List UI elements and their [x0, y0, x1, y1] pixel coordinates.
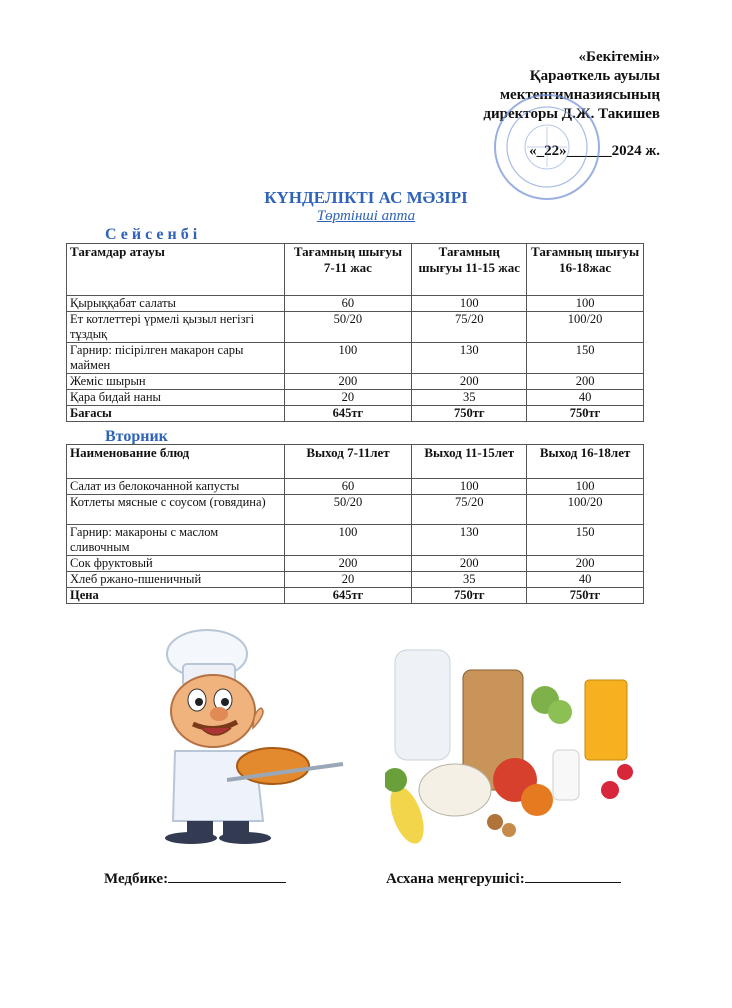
price-cell: 750тг [527, 588, 644, 604]
header-cell: Тағамның шығуы 7-11 жас [284, 244, 412, 296]
approval-line2: Қараөткель ауылы [529, 68, 660, 84]
portion-cell: 200 [284, 374, 412, 390]
menu-table-ru [66, 444, 644, 604]
nurse-signature-line [168, 868, 286, 883]
dish-name: Қырыққабат салаты [67, 296, 285, 312]
price-cell: 750тг [412, 406, 527, 422]
stamp-seal [487, 92, 607, 202]
dish-name: Қара бидай наны [67, 390, 285, 406]
table-row [67, 296, 644, 312]
portion-cell: 200 [284, 556, 412, 572]
portion-cell: 100 [527, 296, 644, 312]
portion-cell: 100 [412, 479, 527, 495]
portion-cell: 35 [412, 572, 527, 588]
table-row [67, 374, 644, 390]
portion-cell: 75/20 [412, 312, 527, 343]
table-row [67, 495, 644, 525]
dish-name: Гарнир: макароны с маслом сливочным [67, 525, 285, 556]
header-cell: Выход 16-18лет [527, 445, 644, 479]
price-cell: 750тг [527, 406, 644, 422]
chef-illustration [135, 616, 365, 846]
portion-cell: 40 [527, 572, 644, 588]
portion-cell: 200 [527, 374, 644, 390]
dish-name: Котлеты мясные с соусом (говядина) [67, 495, 285, 525]
table-row [67, 525, 644, 556]
portion-cell: 200 [412, 556, 527, 572]
table-row [67, 556, 644, 572]
dish-name: Ет котлеттері үрмелі қызыл негізгі тұздық [67, 312, 285, 343]
portion-cell: 20 [284, 572, 412, 588]
portion-cell: 100 [284, 343, 412, 374]
healthy-food-photo [385, 640, 650, 850]
day-label-kz: Сейсенбі [105, 226, 202, 243]
header-cell: Наименование блюд [67, 445, 285, 479]
approval-date: «_22»______2024 ж. [529, 143, 660, 159]
portion-cell: 100 [284, 525, 412, 556]
portion-cell: 35 [412, 390, 527, 406]
portion-cell: 60 [284, 479, 412, 495]
menu-table-kz [66, 243, 644, 422]
approval-line3: мектепгимназиясының [499, 87, 660, 103]
portion-cell: 200 [412, 374, 527, 390]
portion-cell: 130 [412, 343, 527, 374]
day-label-ru: Вторник [105, 428, 168, 445]
table-row [67, 572, 644, 588]
portion-cell: 75/20 [412, 495, 527, 525]
week-subtitle: Төртінші апта [316, 208, 416, 224]
portion-cell: 100 [412, 296, 527, 312]
nurse-label: Медбике: [104, 871, 169, 887]
nurse-signature [104, 868, 286, 888]
header-cell: Выход 7-11лет [284, 445, 412, 479]
dish-name: Гарнир: пісірілген макарон сары маймен [67, 343, 285, 374]
approval-line4: директоры Д.Ж. Такишев [483, 106, 660, 122]
approval-line1: «Бекітемін» [578, 49, 660, 65]
dish-name: Жеміс шырын [67, 374, 285, 390]
table-row [67, 312, 644, 343]
table-row [67, 479, 644, 495]
price-cell: 750тг [412, 588, 527, 604]
table-row [67, 343, 644, 374]
header-cell: Тағамның шығуы 16-18жас [527, 244, 644, 296]
portion-cell: 50/20 [284, 312, 412, 343]
portion-cell: 100 [527, 479, 644, 495]
header-cell: Тағамдар атауы [67, 244, 285, 296]
portion-cell: 40 [527, 390, 644, 406]
canteen-head-signature [386, 868, 621, 888]
canteen-head-label: Асхана меңгерушісі: [386, 871, 525, 887]
dish-name: Сок фруктовый [67, 556, 285, 572]
header-cell: Тағамның шығуы 11-15 жас [412, 244, 527, 296]
portion-cell: 150 [527, 343, 644, 374]
portion-cell: 20 [284, 390, 412, 406]
total-row [67, 406, 644, 422]
portion-cell: 130 [412, 525, 527, 556]
dish-name: Салат из белокочанной капусты [67, 479, 285, 495]
portion-cell: 150 [527, 525, 644, 556]
total-row [67, 588, 644, 604]
table-row [67, 390, 644, 406]
portion-cell: 60 [284, 296, 412, 312]
portion-cell: 100/20 [527, 495, 644, 525]
portion-cell: 100/20 [527, 312, 644, 343]
price-cell: 645тг [284, 406, 412, 422]
portion-cell: 50/20 [284, 495, 412, 525]
canteen-head-signature-line [525, 868, 621, 883]
dish-name: Хлеб ржано-пшеничный [67, 572, 285, 588]
total-label: Бағасы [67, 406, 285, 422]
page-title: КҮНДЕЛІКТІ АС МӘЗІРІ [264, 188, 468, 207]
total-label: Цена [67, 588, 285, 604]
portion-cell: 200 [527, 556, 644, 572]
header-cell: Выход 11-15лет [412, 445, 527, 479]
price-cell: 645тг [284, 588, 412, 604]
